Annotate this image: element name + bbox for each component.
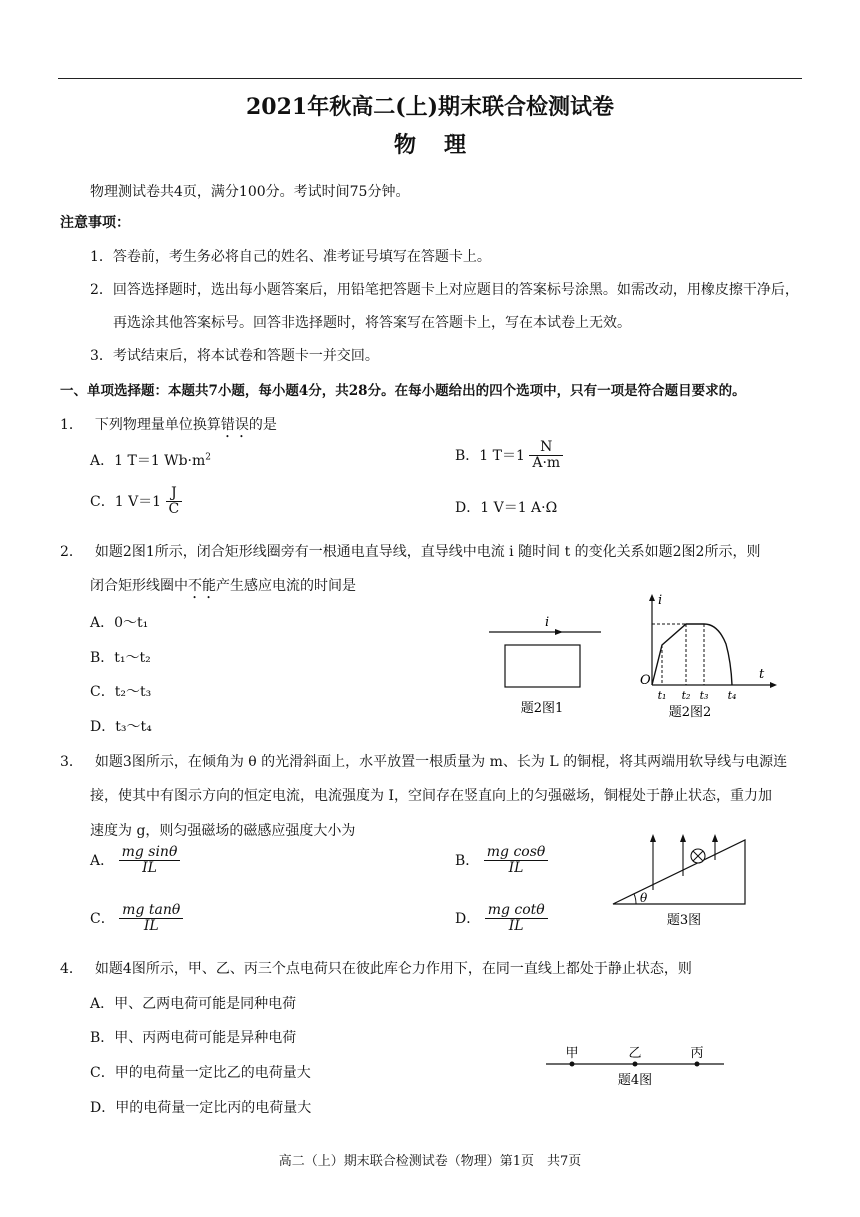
t-axis-arrow-icon xyxy=(770,682,777,688)
q1-option-b xyxy=(455,440,563,472)
figure-3 xyxy=(608,832,758,932)
origin-label: O xyxy=(640,673,651,688)
stem-text: 下列物理量单位换算 xyxy=(94,417,221,433)
q3-option-b xyxy=(455,845,548,877)
option-label: B． xyxy=(455,447,480,464)
stem-text: 闭合矩形线圈中 xyxy=(90,578,188,594)
stem-text: 如题3图所示，在倾角为 θ 的光滑斜面上，水平放置一根质量为 m、长为 L 的铜棍，将其两端用软导线与电源连 xyxy=(94,754,788,770)
t-axis-label: t xyxy=(759,667,765,682)
numerator: N xyxy=(529,440,563,456)
current-arrow-icon xyxy=(555,629,563,635)
fraction xyxy=(529,440,563,472)
notice-item-2-cont: 再选涂其他答案标号。回答非选择题时，将答案写在答题卡上，写在本试卷上无效。 xyxy=(113,315,631,331)
question-3-stem-line2: 接，使其中有图示方向的恒定电流，电流强度为 I，空间存在竖直向上的匀强磁场，铜棍处于静止状态，重力加 xyxy=(90,788,772,804)
numerator: mg sinθ xyxy=(119,845,181,861)
tick-label: t₂ xyxy=(681,689,691,702)
question-4-stem xyxy=(60,958,692,978)
current-label: i xyxy=(545,615,550,630)
denominator: IL xyxy=(142,860,157,877)
q4-option-a: A．甲、乙两电荷可能是同种电荷 xyxy=(90,996,297,1012)
emphasis-text: 不能 xyxy=(188,578,216,594)
superscript: 2 xyxy=(205,452,211,463)
fraction xyxy=(485,903,548,935)
notice-item-1: 1．答卷前，考生务必将自己的姓名、准考证号填写在答题卡上。 xyxy=(90,249,491,265)
question-number: 4． xyxy=(60,961,83,977)
fraction xyxy=(166,486,183,518)
question-1-stem xyxy=(60,414,277,441)
figure-caption: 题2图2 xyxy=(668,705,712,720)
stem-text: 的是 xyxy=(248,417,277,433)
option-label: D． xyxy=(455,500,481,516)
tick-label: t₃ xyxy=(699,689,709,702)
denominator: C xyxy=(168,501,180,518)
stem-text: 如题4图所示，甲、乙、丙三个点电荷只在彼此库仑力作用下，在同一直线上都处于静止状态，则 xyxy=(94,961,692,977)
intro-text: 物理测试卷共4页，满分100分。考试时间75分钟。 xyxy=(90,184,410,200)
stem-text: 如题2图1所示，闭合矩形线圈旁有一根通电直导线，直导线中电流 i 随时间 t 的变化关系如题2图2所示，则 xyxy=(94,544,761,560)
section-1-heading: 一、单项选择题：本题共7小题，每小题4分，共28分。在每小题给出的四个选项中，只有一项是符合题目要求的。 xyxy=(60,383,746,399)
question-2-stem-line1 xyxy=(60,541,760,561)
fraction xyxy=(484,845,549,877)
q2-option-a: A．0～t₁ xyxy=(90,615,149,631)
charge-label: 丙 xyxy=(690,1046,704,1061)
field-arrow-icon xyxy=(650,834,656,842)
figure-caption: 题4图 xyxy=(617,1073,653,1088)
i-axis-arrow-icon xyxy=(649,594,655,601)
option-text: 1 T＝1 Wb·m xyxy=(114,453,206,469)
charge-label: 乙 xyxy=(628,1046,642,1061)
option-label: D． xyxy=(455,910,481,927)
tick-label: t₁ xyxy=(657,689,667,702)
denominator: IL xyxy=(508,918,524,935)
exam-title: 2021年秋高二(上)期末联合检测试卷 xyxy=(245,94,615,120)
page-footer: 高二（上）期末联合检测试卷（物理）第1页 共7页 xyxy=(278,1154,582,1169)
angle-label: θ xyxy=(640,891,648,905)
fraction xyxy=(119,903,183,935)
option-text: 1 V＝1 A·Ω xyxy=(480,500,558,516)
denominator: IL xyxy=(143,918,159,935)
q4-option-b: B．甲、丙两电荷可能是异种电荷 xyxy=(90,1030,297,1046)
charge-point xyxy=(695,1062,700,1067)
charge-point xyxy=(570,1062,575,1067)
figure-2-2 xyxy=(630,592,780,720)
option-label: B． xyxy=(455,852,480,869)
stem-text: 产生感应电流的时间是 xyxy=(216,578,356,594)
numerator: J xyxy=(166,486,183,502)
q1-option-d xyxy=(455,497,557,517)
q3-option-a xyxy=(90,845,180,877)
question-number: 1． xyxy=(60,417,83,433)
option-label: A． xyxy=(90,852,115,869)
q2-option-c: C．t₂～t₃ xyxy=(90,684,152,700)
option-label: C． xyxy=(90,493,115,510)
angle-arc xyxy=(634,894,636,904)
figure-4 xyxy=(540,1040,730,1092)
top-rule xyxy=(58,78,802,79)
field-arrow-icon xyxy=(680,834,686,842)
notice-item-2: 2．回答选择题时，选出每小题答案后，用铅笔把答题卡上对应题目的答案标号涂黑。如需改动，用橡皮擦干净后， xyxy=(90,282,799,298)
notice-item-3: 3．考试结束后，将本试卷和答题卡一并交回。 xyxy=(90,348,379,364)
field-arrow-icon xyxy=(712,834,718,842)
q3-option-d xyxy=(455,903,548,935)
current-curve xyxy=(652,624,732,685)
tick-label: t₄ xyxy=(727,689,737,702)
rectangular-coil xyxy=(505,645,580,687)
numerator: mg tanθ xyxy=(119,903,183,919)
option-label: C． xyxy=(90,910,115,927)
numerator: mg cosθ xyxy=(484,845,549,861)
question-number: 3． xyxy=(60,754,83,770)
notice-heading: 注意事项： xyxy=(60,215,130,231)
charge-label: 甲 xyxy=(565,1046,579,1061)
q2-option-d: D．t₃～t₄ xyxy=(90,719,152,735)
figure-caption: 题2图1 xyxy=(520,701,564,716)
denominator: A·m xyxy=(532,455,561,472)
charge-point xyxy=(633,1062,638,1067)
fraction xyxy=(119,845,181,877)
option-text: 1 T＝1 xyxy=(479,447,525,464)
option-label: A． xyxy=(90,453,115,469)
figure-2-1 xyxy=(485,612,610,722)
q2-option-b: B．t₁～t₂ xyxy=(90,650,151,666)
question-2-stem-line2 xyxy=(90,575,356,602)
emphasis-text: 错误 xyxy=(220,417,249,433)
q1-option-a xyxy=(90,450,211,470)
numerator: mg cotθ xyxy=(485,903,548,919)
question-number: 2． xyxy=(60,544,83,560)
figure-caption: 题3图 xyxy=(666,913,702,928)
question-3-stem-line1 xyxy=(60,751,787,771)
i-axis-label: i xyxy=(658,593,663,608)
question-3-stem-line3: 速度为 g，则匀强磁场的磁感应强度大小为 xyxy=(90,823,356,839)
denominator: IL xyxy=(508,860,524,877)
q3-option-c xyxy=(90,903,183,935)
q4-option-c: C．甲的电荷量一定比乙的电荷量大 xyxy=(90,1065,311,1081)
subject-title: 物理 xyxy=(393,132,494,158)
q4-option-d: D．甲的电荷量一定比丙的电荷量大 xyxy=(90,1100,312,1116)
incline xyxy=(613,840,745,904)
q1-option-c xyxy=(90,486,182,518)
option-text: 1 V＝1 xyxy=(114,493,162,510)
